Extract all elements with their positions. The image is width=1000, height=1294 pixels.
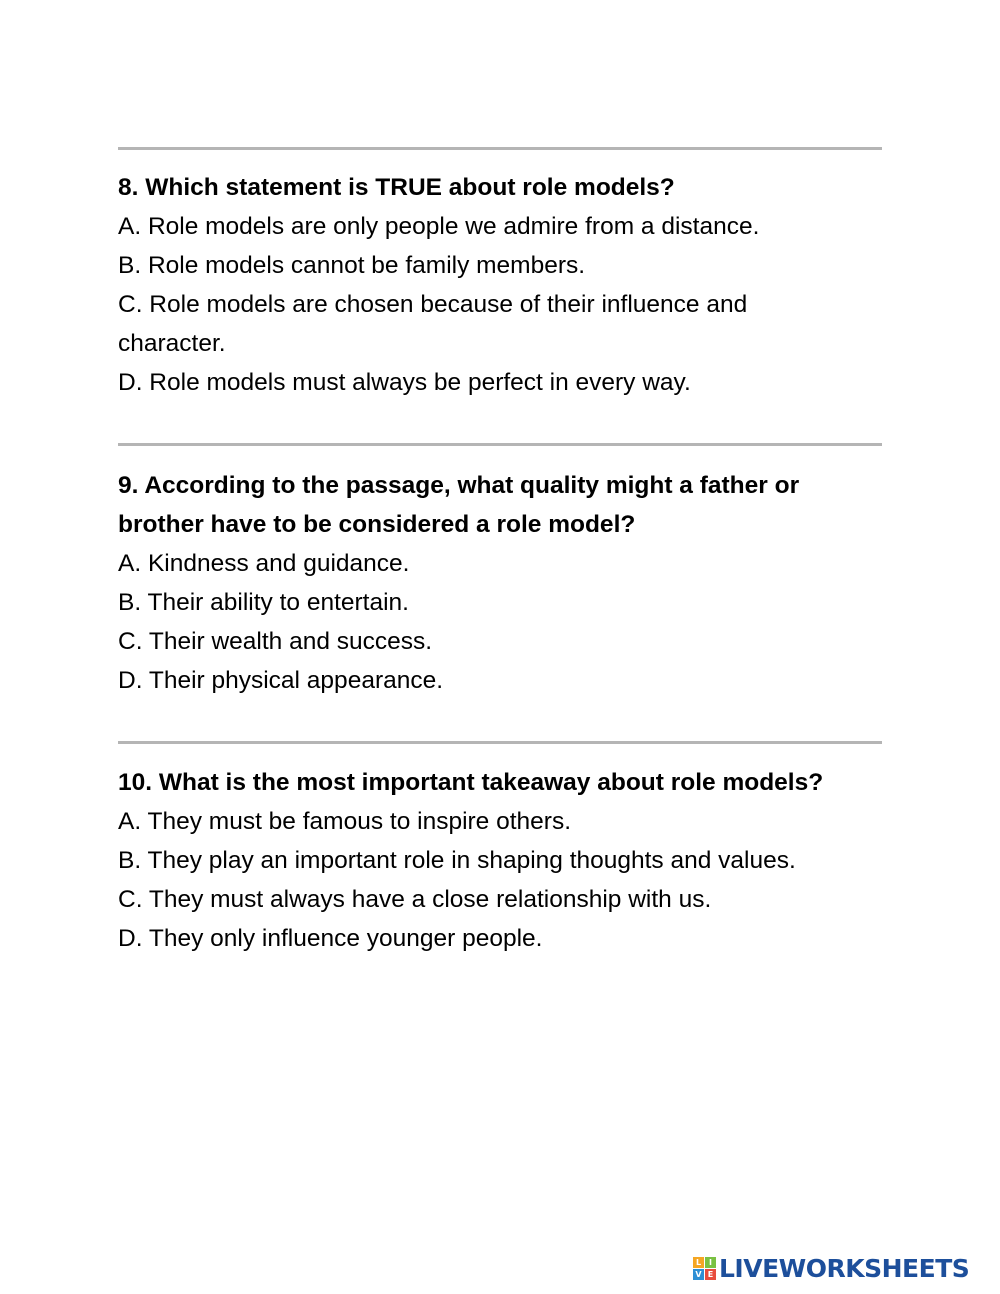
question-text: 10. What is the most important takeaway about role models? [118, 769, 824, 796]
brand-text: LIVEWORKSHEETS [719, 1253, 970, 1283]
option-a: A. They must be famous to inspire others. [118, 808, 572, 835]
option-b: B. Role models cannot be family members. [118, 252, 586, 279]
question-block-10 [118, 763, 888, 958]
option-b: B. Their ability to entertain. [118, 589, 409, 616]
divider-q10 [118, 741, 882, 744]
question-text: 9. According to the passage, what quality might a father or brother have to be considered a role model? [118, 472, 800, 538]
liveworksheets-logo-icon [693, 1257, 716, 1280]
option-d: D. Role models must always be perfect in every way. [118, 369, 691, 396]
option-c: C. Their wealth and success. [118, 628, 433, 655]
option-a: A. Role models are only people we admire from a distance. [118, 213, 760, 240]
option-d: D. They only influence younger people. [118, 925, 543, 952]
question-block-8 [118, 168, 888, 402]
logo-tile: V [693, 1269, 704, 1280]
liveworksheets-logo [693, 1252, 969, 1284]
question-block-9 [118, 466, 888, 700]
option-c: C. Role models are chosen because of their influence and character. [118, 291, 748, 357]
question-text: 8. Which statement is TRUE about role models? [118, 174, 675, 201]
option-a: A. Kindness and guidance. [118, 550, 410, 577]
divider-q9 [118, 443, 882, 446]
logo-tile: I [705, 1257, 716, 1268]
divider-q8 [118, 147, 882, 150]
logo-tile: E [705, 1269, 716, 1280]
option-d: D. Their physical appearance. [118, 667, 444, 694]
option-c: C. They must always have a close relationship with us. [118, 886, 712, 913]
logo-tile: L [693, 1257, 704, 1268]
option-b: B. They play an important role in shaping thoughts and values. [118, 847, 796, 874]
